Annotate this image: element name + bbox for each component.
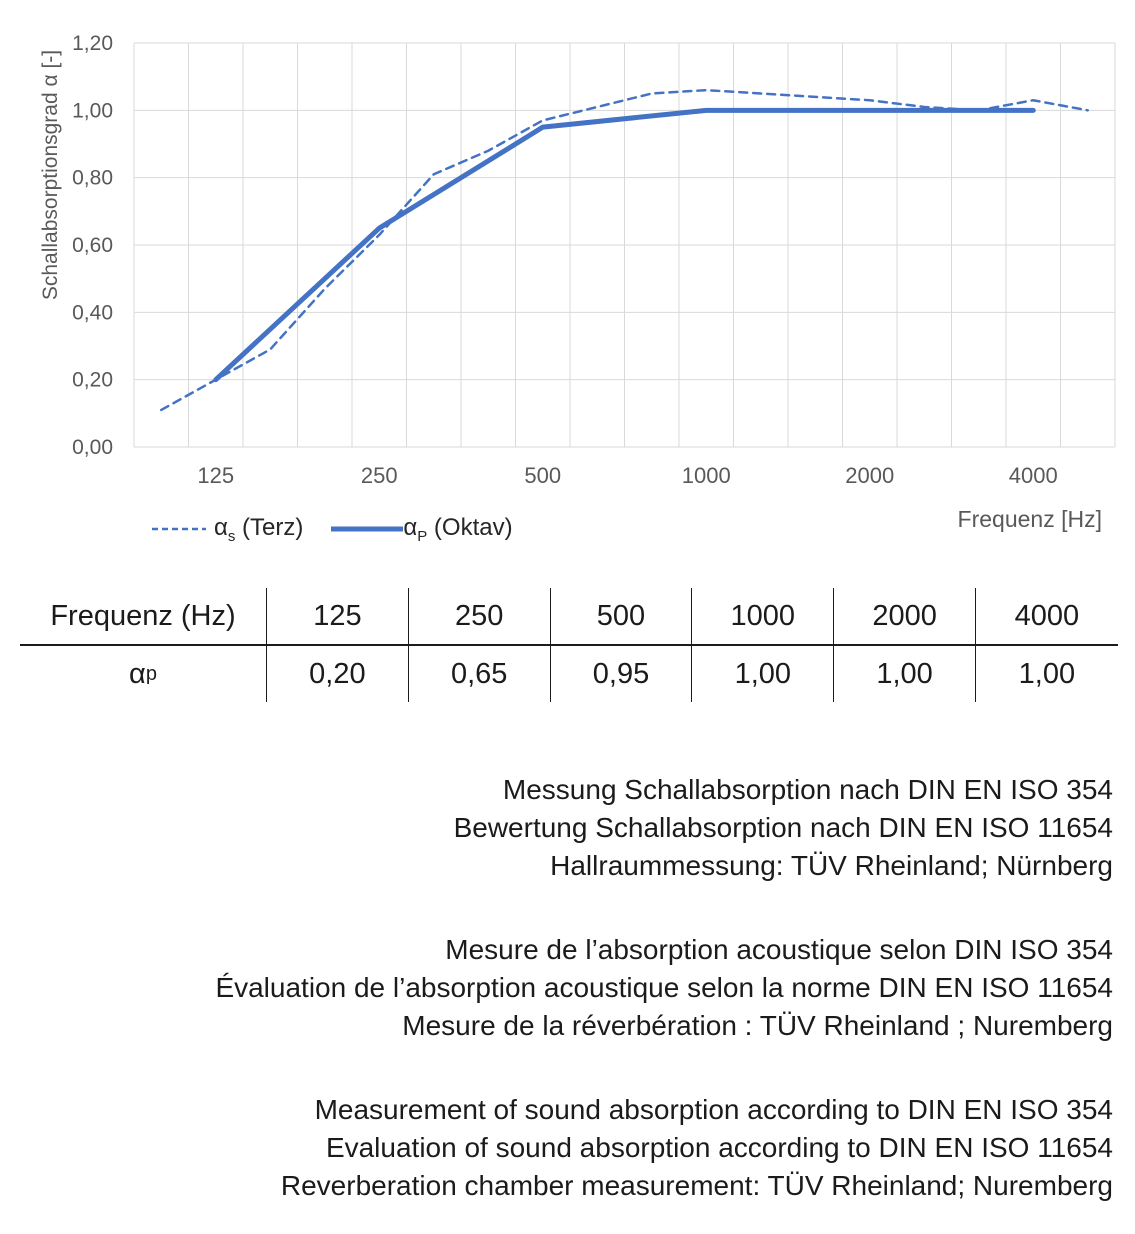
legend-alpha-s-base: α xyxy=(214,514,228,541)
svg-text:1,20: 1,20 xyxy=(72,32,113,55)
note-line: Evaluation of sound absorption according to DIN EN ISO 11654 xyxy=(325,1132,1113,1163)
note-german xyxy=(13,771,1113,885)
table-header-row xyxy=(20,588,1118,646)
svg-text:500: 500 xyxy=(524,463,562,488)
note-line: Measurement of sound absorption according to DIN EN ISO 354 xyxy=(314,1094,1113,1125)
svg-text:1,00: 1,00 xyxy=(72,99,113,123)
alpha-p-base: α xyxy=(129,657,146,690)
note-line: Messung Schallabsorption nach DIN EN ISO 354 xyxy=(502,774,1113,805)
legend-item-alpha-p xyxy=(331,514,512,545)
chart-legend xyxy=(152,514,513,545)
note-line: Évaluation de l’absorption acoustique selon la norme DIN EN ISO 11654 xyxy=(215,972,1113,1003)
alpha-p-sub: p xyxy=(145,662,157,685)
table-header-1000: 1000 xyxy=(692,588,834,644)
table-header-250: 250 xyxy=(409,588,551,644)
x-tick-labels xyxy=(197,463,1057,488)
y-axis-title: Schallabsorptionsgrad α [-] xyxy=(39,49,62,301)
table-header-frequency: Frequenz (Hz) xyxy=(20,588,267,644)
svg-text:0,80: 0,80 xyxy=(72,166,113,190)
note-line: Hallraummessung: TÜV Rheinland; Nürnberg xyxy=(550,850,1113,881)
legend-alpha-s-sub: s xyxy=(227,527,236,545)
svg-text:0,00: 0,00 xyxy=(72,436,113,459)
legend-item-alpha-s xyxy=(152,514,303,545)
x-axis-title: Frequenz [Hz] xyxy=(957,506,1102,532)
table-header-4000: 4000 xyxy=(1014,599,1080,632)
svg-text:250: 250 xyxy=(360,463,398,488)
absorption-data-table xyxy=(20,588,1118,702)
y-tick-labels xyxy=(72,32,113,459)
note-english xyxy=(13,1091,1113,1205)
legend-alpha-p-sub: P xyxy=(417,527,428,545)
legend-alpha-s-rest: (Terz) xyxy=(235,514,304,541)
dashed-line-icon xyxy=(152,525,206,533)
table-value-125: 0,20 xyxy=(267,646,409,702)
svg-text:4000: 4000 xyxy=(1008,463,1058,488)
legend-label xyxy=(214,514,303,545)
note-line: Mesure de la réverbération : TÜV Rheinland ; Nuremberg xyxy=(402,1010,1113,1041)
table-header-125: 125 xyxy=(267,588,409,644)
svg-text:1000: 1000 xyxy=(681,463,731,488)
note-french xyxy=(13,931,1113,1045)
table-value-250: 0,65 xyxy=(409,646,551,702)
legend-alpha-p-rest: (Oktav) xyxy=(427,514,513,541)
table-header-2000: 2000 xyxy=(834,588,976,644)
table-value-4000: 1,00 xyxy=(1018,657,1076,690)
solid-line-icon xyxy=(331,525,403,533)
gridlines xyxy=(134,43,1115,447)
note-line: Bewertung Schallabsorption nach DIN EN ISO 11654 xyxy=(453,812,1113,843)
table-row-label-alpha-p xyxy=(20,646,267,702)
svg-text:2000: 2000 xyxy=(845,463,895,488)
note-line: Reverberation chamber measurement: TÜV Rheinland; Nuremberg xyxy=(280,1170,1113,1201)
legend-label xyxy=(403,514,512,545)
table-value-500: 0,95 xyxy=(551,646,693,702)
absorption-line-chart xyxy=(0,0,1135,500)
svg-text:0,40: 0,40 xyxy=(72,301,113,325)
svg-text:0,20: 0,20 xyxy=(72,368,113,392)
svg-text:125: 125 xyxy=(197,463,235,488)
table-value-1000: 1,00 xyxy=(692,646,834,702)
table-header-500: 500 xyxy=(551,588,693,644)
note-line: Mesure de l’absorption acoustique selon DIN ISO 354 xyxy=(445,934,1113,965)
legend-alpha-p-base: α xyxy=(403,514,418,541)
svg-text:0,60: 0,60 xyxy=(72,234,113,257)
table-value-row xyxy=(20,646,1118,702)
table-value-2000: 1,00 xyxy=(834,646,976,702)
